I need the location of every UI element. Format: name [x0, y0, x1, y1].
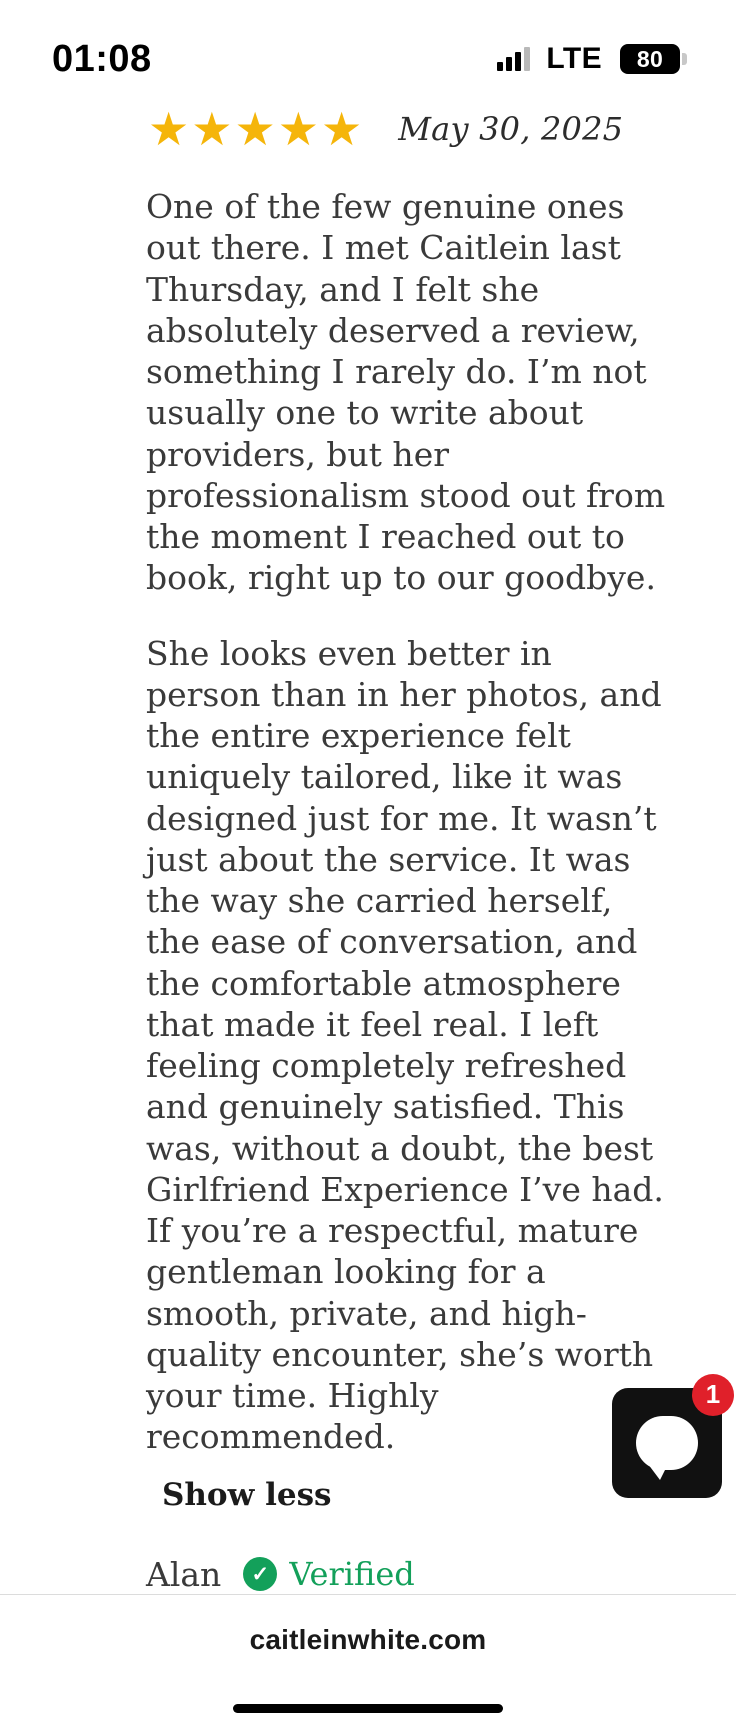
status-indicators: [497, 28, 680, 76]
status-badge: [243, 1555, 414, 1593]
chat-widget-button[interactable]: [612, 1379, 722, 1498]
battery-level-label: 80: [636, 45, 664, 72]
chat-bubble-icon: [636, 1416, 698, 1470]
cellular-signal-icon: [497, 47, 530, 71]
review-date: May 30, 2025: [398, 110, 624, 148]
reviewer-name: Alan: [146, 1554, 222, 1594]
chat-unread-badge: 1: [692, 1374, 734, 1416]
home-indicator[interactable]: [233, 1704, 503, 1713]
review-header: [50, 103, 686, 155]
review-author-row: [50, 1555, 686, 1594]
review-text: [50, 186, 686, 1458]
review-content: [0, 104, 736, 1594]
check-icon: ✓: [243, 1557, 277, 1591]
show-less-toggle[interactable]: Show less: [162, 1476, 332, 1513]
network-type-label: LTE: [546, 42, 602, 75]
battery-icon: [620, 44, 680, 74]
browser-address-bar[interactable]: [0, 1594, 736, 1686]
status-bar: [0, 0, 736, 104]
site-url-label[interactable]: caitleinwhite.com: [249, 1624, 487, 1655]
review-paragraph: She looks even better in person than in her photos, and the entire experience felt uniquely tailored, like it was designed just for me. It wasn’t just about the service. It was the way she carried herself, the ease of conversation, and the comfortable atmosphere that made it feel real. I left feeling completely refreshed and genuinely satisfied. This was, without a doubt, the best Girlfriend Experience I’ve had. If you’re a respectful, mature gentleman looking for a smooth, private, and high-quality encounter, she’s worth your time. Highly recommended.: [146, 633, 664, 1457]
status-time: 01:08: [52, 37, 152, 80]
review-paragraph: One of the few genuine ones out there. I met Caitlein last Thursday, and I felt she absolutely deserved a review, something I rarely do. I’m not usually one to write about providers, but her professionalism stood out from the moment I reached out to book, right up to our goodbye.: [146, 187, 666, 598]
verified-label: Verified: [289, 1555, 415, 1593]
home-indicator-area: [0, 1686, 736, 1732]
rating-stars: ★★★★★: [148, 103, 365, 155]
